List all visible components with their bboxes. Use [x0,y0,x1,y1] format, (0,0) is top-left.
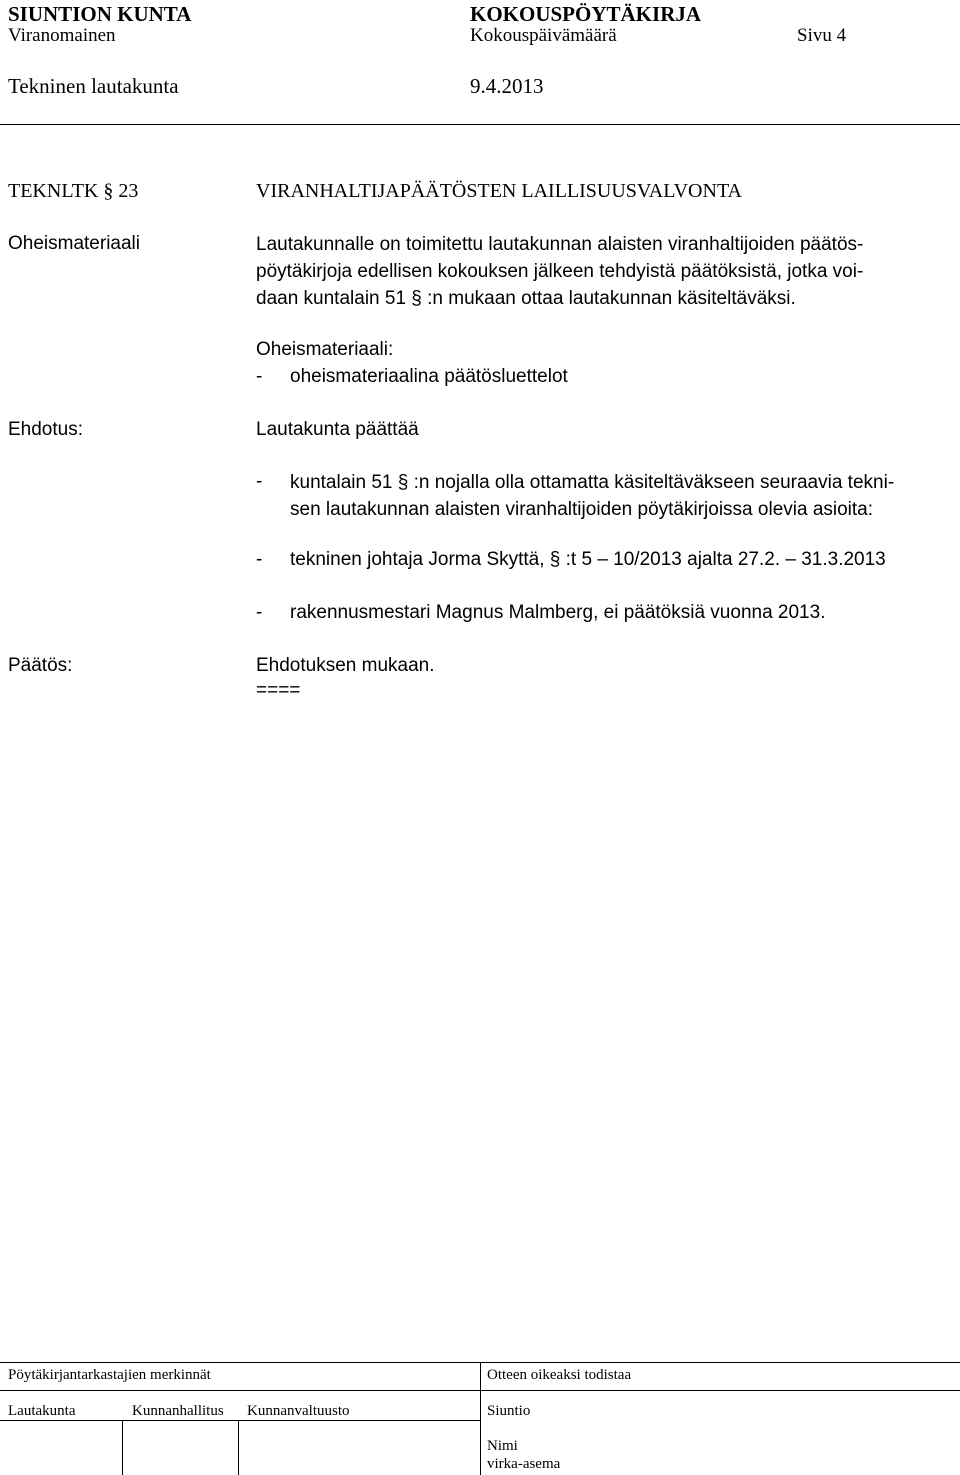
proposal-item: rakennusmestari Magnus Malmberg, ei päätöksiä vuonna 2013. [290,602,826,623]
item-title: VIRANHALTIJAPÄÄTÖSTEN LAILLISUUSVALVONTA [256,180,742,202]
meeting-date: 9.4.2013 [470,74,544,98]
intro-line: pöytäkirjoja edellisen kokouksen jälkeen tehdyistä päätöksistä, jotka voi- [256,261,864,282]
footer-divider [480,1362,481,1475]
footer-name-label: Nimi [487,1438,518,1454]
proposal-label: Ehdotus: [8,419,83,440]
proposal-line: sen lautakunnan alaisten viranhaltijoiden pöytäkirjoissa olevia asioita: [290,499,874,520]
document-type: KOKOUSPÖYTÄKIRJA [470,2,702,26]
date-label: Kokouspäivämäärä [470,25,617,46]
footer-council: Kunnanvaltuusto [247,1403,350,1419]
proposal-item [290,469,894,523]
intro-paragraph [256,231,863,312]
header-divider [0,124,960,125]
proposal-intro: Lautakunta päättää [256,419,419,440]
item-code: TEKNLTK [8,180,99,202]
attachment-heading: Oheismateriaali: [256,339,394,360]
attachment-dash: - [256,366,263,387]
footer-inner-line [0,1420,480,1421]
page-number: Sivu 4 [797,25,847,46]
end-marker: ==== [256,680,301,701]
checkers-label: Pöytäkirjantarkastajien merkinnät [8,1367,211,1383]
footer-place: Siuntio [487,1403,531,1419]
intro-line: Lautakunnalle on toimitettu lautakunnan alaisten viranhaltijoiden päätös- [256,234,864,255]
proposal-dash: - [256,471,263,492]
proposal-item: tekninen johtaja Jorma Skyttä, § :t 5 – 10/2013 ajalta 27.2. – 31.3.2013 [290,549,886,570]
section-symbol: § [103,180,114,202]
item-number [8,180,138,203]
certified-label: Otteen oikeaksi todistaa [487,1367,632,1383]
proposal-line: kuntalain 51 § :n nojalla olla ottamatta käsiteltäväkseen seuraavia tekni- [290,472,895,493]
footer-divider [122,1420,123,1475]
authority-label: Viranomainen [8,25,116,46]
proposal-dash: - [256,602,263,623]
org-name: SIUNTION KUNTA [8,2,192,26]
footer-divider [238,1420,239,1475]
decision-text: Ehdotuksen mukaan. [256,655,435,676]
attachment-item: oheismateriaalina päätösluettelot [290,366,568,387]
footer-position-label: virka-asema [487,1456,561,1472]
proposal-dash: - [256,549,263,570]
authority-name: Tekninen lautakunta [8,74,179,98]
decision-label: Päätös: [8,655,73,676]
footer-board: Lautakunta [8,1403,76,1419]
footer-council-exec: Kunnanhallitus [132,1403,224,1419]
item-number-value: 23 [118,180,139,202]
attachment-label: Oheismateriaali [8,233,140,254]
intro-line: daan kuntalain 51 § :n mukaan ottaa lautakunnan käsiteltäväksi. [256,288,796,309]
